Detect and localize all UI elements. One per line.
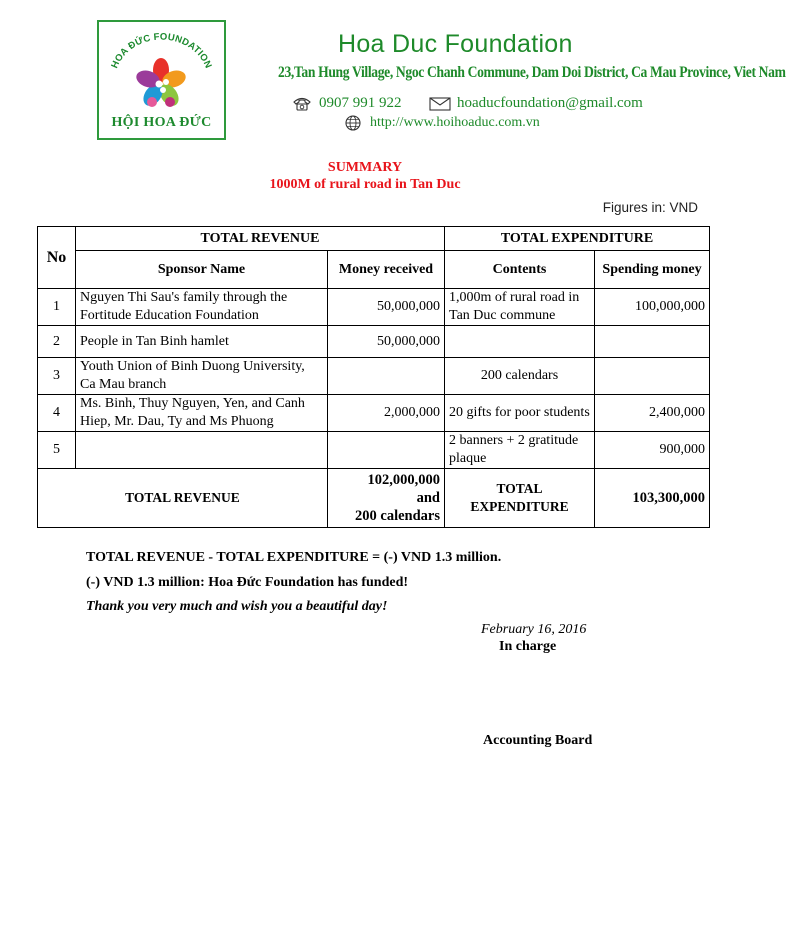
balance-note: TOTAL REVENUE - TOTAL EXPENDITURE = (-) VND 1.3 million. xyxy=(86,550,502,565)
table-row xyxy=(38,289,710,326)
organization-name: Hoa Duc Foundation xyxy=(338,30,573,58)
row-spending: 900,000 xyxy=(595,432,710,469)
table-totals-row xyxy=(38,469,710,528)
total-revenue-amount: 102,000,000 xyxy=(367,472,440,488)
row-sponsor xyxy=(76,432,328,469)
row-spending: 100,000,000 xyxy=(595,289,710,326)
header-money-received: Money received xyxy=(328,251,445,289)
row-no: 1 xyxy=(38,289,76,326)
logo-bottom-text: HỘI HOA ĐỨC xyxy=(111,115,212,130)
finance-table xyxy=(37,226,710,528)
row-received: 50,000,000 xyxy=(328,326,445,358)
row-contents: 1,000m of rural road in Tan Duc commune xyxy=(445,289,595,326)
header-total-revenue: TOTAL REVENUE xyxy=(76,227,445,251)
header-total-expenditure: TOTAL EXPENDITURE xyxy=(445,227,710,251)
row-contents xyxy=(445,326,595,358)
total-revenue-and: and xyxy=(416,490,440,506)
total-expenditure-label: TOTAL EXPENDITURE xyxy=(445,469,595,528)
total-revenue-calendars: 200 calendars xyxy=(355,508,440,524)
summary-title: SUMMARY xyxy=(327,160,403,175)
contact-phone xyxy=(292,95,402,112)
contact-website xyxy=(343,115,540,131)
row-no: 5 xyxy=(38,432,76,469)
table-row xyxy=(38,432,710,469)
row-spending xyxy=(595,326,710,358)
table-section-header-row xyxy=(38,227,710,251)
logo-ring-text: HOA ĐỨC FOUNDATION xyxy=(109,31,214,71)
row-sponsor: Ms. Binh, Thuy Nguyen, Yen, and Canh Hiep, Mr. Dau, Ty and Ms Phuong xyxy=(76,395,328,432)
summary-subtitle: 1000M of rural road in Tan Duc xyxy=(269,177,461,192)
total-revenue-label: TOTAL REVENUE xyxy=(38,469,328,528)
row-sponsor: Nguyen Thi Sau's family through the Fortitude Education Foundation xyxy=(76,289,328,326)
row-no: 2 xyxy=(38,326,76,358)
total-revenue-value xyxy=(328,469,445,528)
foundation-logo xyxy=(97,20,226,140)
row-sponsor: People in Tan Binh hamlet xyxy=(76,326,328,358)
table-row xyxy=(38,326,710,358)
row-sponsor: Youth Union of Binh Duong University, Ca Mau branch xyxy=(76,358,328,395)
figures-unit-note: Figures in: VND xyxy=(602,200,698,215)
row-no: 4 xyxy=(38,395,76,432)
table-row xyxy=(38,358,710,395)
thank-you-note: Thank you very much and wish you a beautiful day! xyxy=(86,599,388,614)
row-received: 2,000,000 xyxy=(328,395,445,432)
phone-icon xyxy=(292,96,312,112)
header-sponsor-name: Sponsor Name xyxy=(76,251,328,289)
table-row xyxy=(38,395,710,432)
header-no: No xyxy=(38,227,76,289)
row-no: 3 xyxy=(38,358,76,395)
website-url[interactable]: http://www.hoihoaduc.com.vn xyxy=(370,115,540,130)
signature-date: February 16, 2016 xyxy=(481,622,587,637)
row-spending xyxy=(595,358,710,395)
row-contents: 200 calendars xyxy=(445,358,595,395)
total-expenditure-value: 103,300,000 xyxy=(595,469,710,528)
row-received: 50,000,000 xyxy=(328,289,445,326)
contact-email xyxy=(430,95,643,112)
header-spending-money: Spending money xyxy=(595,251,710,289)
flower-icon xyxy=(134,58,188,109)
row-spending: 2,400,000 xyxy=(595,395,710,432)
signature-role: In charge xyxy=(499,639,557,654)
table-column-header-row xyxy=(38,251,710,289)
signature-board: Accounting Board xyxy=(483,733,593,748)
row-received xyxy=(328,358,445,395)
row-contents: 2 banners + 2 gratitude plaque xyxy=(445,432,595,469)
email-address[interactable]: hoaducfoundation@gmail.com xyxy=(457,95,643,111)
envelope-icon xyxy=(430,96,450,112)
organization-address: 23,Tan Hung Village, Ngoc Chanh Commune, Dam Doi District, Ca Mau Province, Viet Nam xyxy=(278,63,786,81)
globe-icon xyxy=(343,115,363,131)
header-contents: Contents xyxy=(445,251,595,289)
row-received xyxy=(328,432,445,469)
phone-number: 0907 991 922 xyxy=(319,95,402,111)
funded-note: (-) VND 1.3 million: Hoa Đức Foundation has funded! xyxy=(86,575,409,590)
row-contents: 20 gifts for poor students xyxy=(445,395,595,432)
